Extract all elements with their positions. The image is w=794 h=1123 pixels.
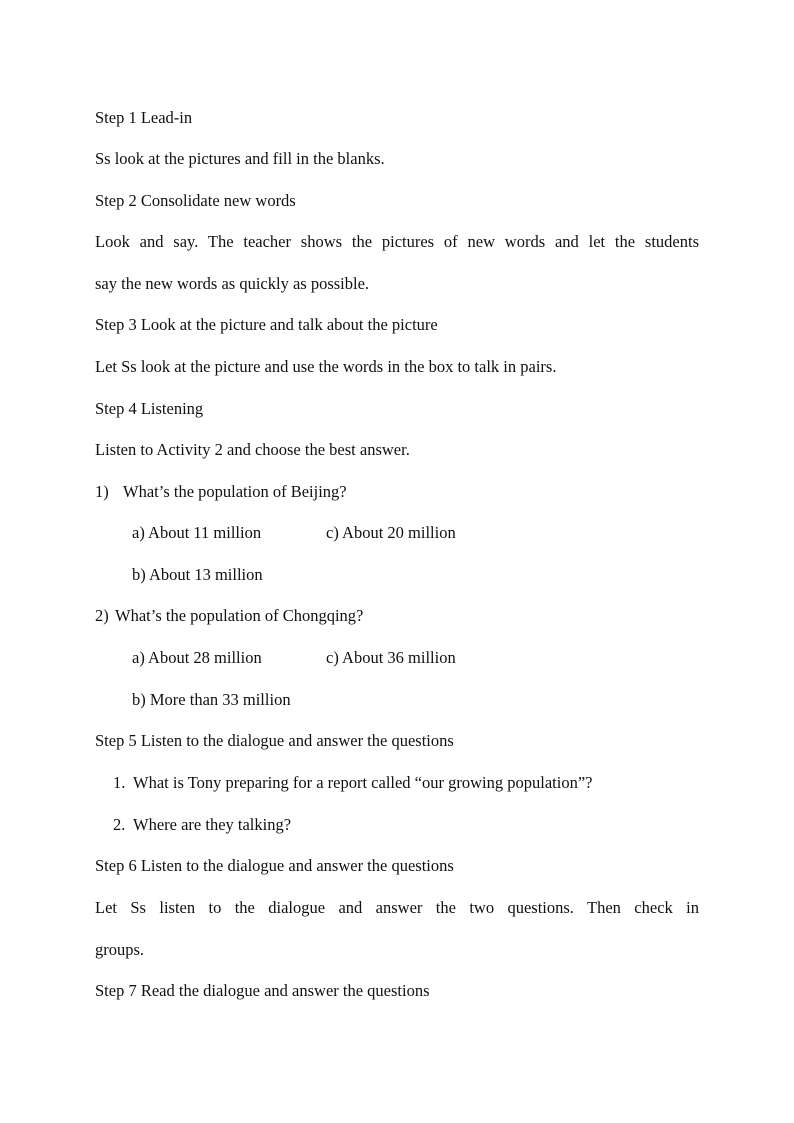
step5-question-1: [113, 773, 592, 793]
step6-text-line1: Let Ss listen to the dialogue and answer the two questions. Then check in: [95, 898, 699, 917]
step1-heading: Step 1 Lead-in: [95, 108, 193, 127]
question-text: Where are they talking?: [133, 815, 292, 834]
step5-question-2: [113, 815, 291, 835]
step2-text-line2: say the new words as quickly as possible.: [95, 274, 370, 293]
question-text: What is Tony preparing for a report called “our growing population”?: [133, 773, 593, 792]
q2-option-a: a) About 28 million: [132, 648, 262, 667]
step2-text-line1: Look and say. The teacher shows the pictures of new words and let the students: [95, 232, 699, 251]
question-text: What’s the population of Chongqing?: [115, 606, 364, 625]
step2-heading: Step 2 Consolidate new words: [95, 191, 296, 210]
step1-text: Ss look at the pictures and fill in the blanks.: [95, 149, 385, 168]
q1-option-a: a) About 11 million: [132, 523, 262, 542]
question-number: 1): [95, 482, 109, 501]
step4-heading: Step 4 Listening: [95, 399, 204, 418]
step7-heading: Step 7 Read the dialogue and answer the questions: [95, 981, 430, 1000]
step4-question-2: [95, 606, 363, 626]
step6-heading: Step 6 Listen to the dialogue and answer the questions: [95, 856, 454, 875]
step5-heading: Step 5 Listen to the dialogue and answer the questions: [95, 731, 454, 750]
question-text: What’s the population of Beijing?: [123, 482, 347, 501]
q1-option-c: c) About 20 million: [326, 523, 456, 542]
q2-option-b: b) More than 33 million: [132, 690, 291, 709]
question-number: 2.: [113, 815, 126, 834]
step3-heading: Step 3 Look at the picture and talk about the picture: [95, 315, 438, 334]
step6-text-line2: groups.: [95, 940, 145, 959]
question-number: 1.: [113, 773, 126, 792]
q2-option-c: c) About 36 million: [326, 648, 456, 667]
step4-text: Listen to Activity 2 and choose the best answer.: [95, 440, 410, 459]
step4-question-1: [95, 482, 347, 502]
question-number: 2): [95, 606, 109, 625]
q1-option-b: b) About 13 million: [132, 565, 263, 584]
step3-text: Let Ss look at the picture and use the words in the box to talk in pairs.: [95, 357, 557, 376]
